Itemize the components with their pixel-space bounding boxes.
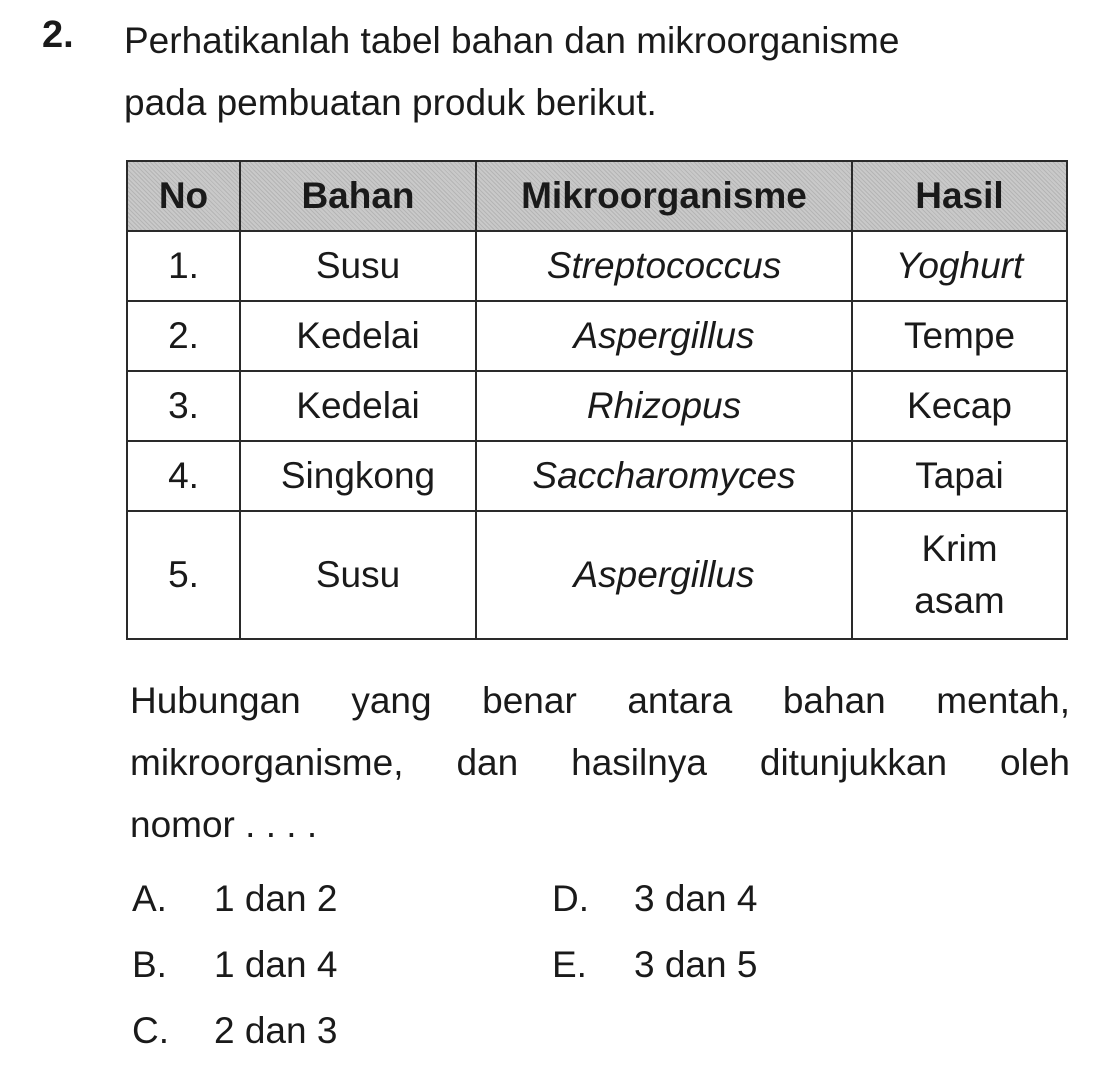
question-stem	[124, 10, 1084, 134]
hasil-text: Krim	[921, 528, 998, 569]
prompt-line: mikroorganisme, dan hasilnya ditunjukkan oleh	[130, 742, 1070, 783]
option-text: 1 dan 4	[214, 944, 338, 985]
option-letter: B.	[132, 944, 167, 985]
cell-mikroorganisme: Aspergillus	[476, 511, 852, 639]
option-a[interactable]	[132, 878, 337, 920]
header-no: No	[127, 161, 240, 231]
prompt-line: nomor . . . .	[130, 804, 318, 845]
cell-hasil	[852, 511, 1067, 639]
option-letter: E.	[552, 944, 587, 985]
cell-no: 4.	[127, 441, 240, 511]
cell-bahan: Susu	[240, 511, 476, 639]
option-text: 3 dan 4	[634, 878, 758, 919]
cell-mikroorganisme: Aspergillus	[476, 301, 852, 371]
option-text: 2 dan 3	[214, 1010, 338, 1051]
cell-bahan: Kedelai	[240, 371, 476, 441]
cell-hasil	[852, 371, 1067, 441]
cell-mikroorganisme: Rhizopus	[476, 371, 852, 441]
table-row	[127, 511, 1067, 639]
cell-hasil	[852, 441, 1067, 511]
data-table	[126, 160, 1068, 640]
cell-no: 2.	[127, 301, 240, 371]
option-text: 3 dan 5	[634, 944, 758, 985]
option-letter: C.	[132, 1010, 169, 1051]
option-letter: D.	[552, 878, 589, 919]
table-row	[127, 441, 1067, 511]
cell-hasil	[852, 301, 1067, 371]
hasil-text: asam	[914, 580, 1005, 621]
option-b[interactable]	[132, 944, 337, 986]
hasil-text: Tapai	[915, 455, 1004, 496]
table-header-row	[127, 161, 1067, 231]
table-row	[127, 231, 1067, 301]
header-bahan: Bahan	[240, 161, 476, 231]
cell-mikroorganisme: Saccharomyces	[476, 441, 852, 511]
cell-no: 1.	[127, 231, 240, 301]
hasil-text: Kecap	[907, 385, 1012, 426]
cell-mikroorganisme: Streptococcus	[476, 231, 852, 301]
option-d[interactable]	[552, 878, 757, 920]
header-mikroorganisme: Mikroorganisme	[476, 161, 852, 231]
cell-no: 5.	[127, 511, 240, 639]
table-row	[127, 371, 1067, 441]
hasil-text: Tempe	[903, 315, 1016, 356]
cell-bahan: Susu	[240, 231, 476, 301]
hasil-text: Yoghurt	[895, 245, 1024, 286]
question-prompt	[130, 670, 1070, 856]
cell-bahan: Kedelai	[240, 301, 476, 371]
header-hasil: Hasil	[852, 161, 1067, 231]
cell-no: 3.	[127, 371, 240, 441]
question-number: 2.	[42, 14, 74, 56]
option-letter: A.	[132, 878, 167, 919]
cell-bahan: Singkong	[240, 441, 476, 511]
stem-line: Perhatikanlah tabel bahan dan mikroorganisme	[124, 20, 900, 61]
prompt-line: Hubungan yang benar antara bahan mentah,	[130, 680, 1070, 721]
option-c[interactable]	[132, 1010, 337, 1052]
option-text: 1 dan 2	[214, 878, 338, 919]
table-row	[127, 301, 1067, 371]
option-e[interactable]	[552, 944, 757, 986]
cell-hasil	[852, 231, 1067, 301]
stem-line: pada pembuatan produk berikut.	[124, 82, 657, 123]
